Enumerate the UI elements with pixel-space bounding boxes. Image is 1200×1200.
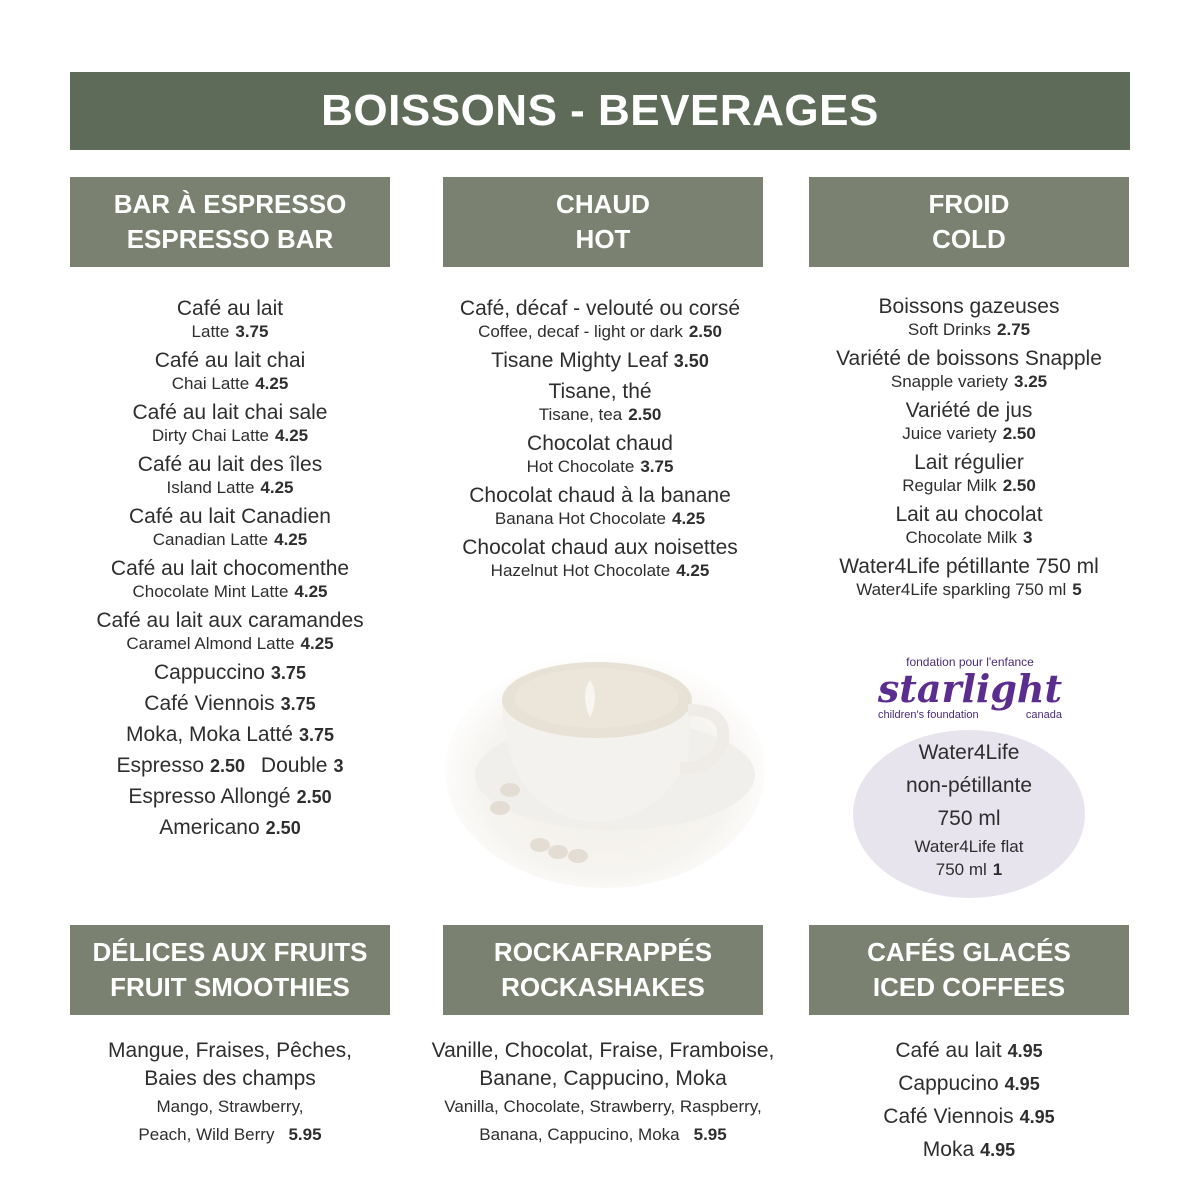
item-name-en <box>50 321 410 343</box>
item-name: Café Viennois <box>144 692 275 715</box>
menu-item <box>789 450 1149 497</box>
menu-item <box>789 1103 1149 1131</box>
item-name-fr: Chocolat chaud à la banane <box>469 484 731 507</box>
item-price: 3.25 <box>1014 372 1048 391</box>
item-name-en <box>420 560 780 582</box>
menu-item <box>50 452 410 499</box>
item-price: 3.75 <box>640 457 674 476</box>
menu-item <box>50 608 410 655</box>
item-name-fr: Water4Life pétillante 750 ml <box>839 555 1099 578</box>
logo-subtitle: children's foundation canada <box>878 709 1062 721</box>
item-price: 4.25 <box>676 561 710 580</box>
item-price: 4.25 <box>274 530 308 549</box>
menu-item <box>50 400 410 447</box>
logo-tagline: fondation pour l'enfance <box>906 655 1034 669</box>
item-price: 3.50 <box>673 351 709 371</box>
starlight-logo <box>860 655 1080 721</box>
item-name: Moka, Moka Latté <box>126 723 293 746</box>
section-header-cold <box>809 177 1129 267</box>
section-title-en: ESPRESSO BAR <box>126 224 334 254</box>
menu-item <box>50 296 410 343</box>
item-name-en <box>50 529 410 551</box>
item-name-fr-text: Tisane Mighty Leaf <box>491 349 668 372</box>
section-header-espresso <box>70 177 390 267</box>
item-name-en <box>50 373 410 395</box>
item-name-fr: Variété de jus <box>905 399 1033 422</box>
item-name-fr: Tisane, thé <box>548 380 652 403</box>
section-header-iced <box>809 925 1129 1015</box>
item-price: 5 <box>1072 580 1082 599</box>
item-price: 4.25 <box>255 374 289 393</box>
item-name-fr: Chocolat chaud aux noisettes <box>462 536 738 559</box>
item-price: 3.75 <box>298 725 334 745</box>
item-name-fr: Boissons gazeuses <box>878 295 1060 318</box>
item-price: 4.25 <box>260 478 294 497</box>
section-title-fr: BAR À ESPRESSO <box>113 189 347 219</box>
section-title-fr: DÉLICES AUX FRUITS <box>92 937 368 967</box>
item-name-fr: Lait régulier <box>914 451 1024 474</box>
menu-item <box>789 554 1149 601</box>
item-name: Moka <box>922 1138 975 1161</box>
section-title-fr: FROID <box>928 189 1010 219</box>
item-name-en-text: Juice variety <box>902 424 997 443</box>
section-title-en: COLD <box>932 224 1006 254</box>
item-name-fr: Café au lait aux caramandes <box>96 609 364 632</box>
section-title-en: ICED COFFEES <box>872 972 1066 1002</box>
item-name-en <box>789 319 1149 341</box>
item-name-en-text: Chai Latte <box>171 374 250 393</box>
item-name-en <box>789 371 1149 393</box>
section-title-en: FRUIT SMOOTHIES <box>110 972 350 1002</box>
item-name-fr: Café, décaf - velouté ou corsé <box>459 297 741 320</box>
item-price: 2.50 <box>265 818 301 838</box>
item-name-en-text: Chocolate Milk <box>905 528 1018 547</box>
item-name-en <box>420 404 780 426</box>
item-name-en-text: Tisane, tea <box>538 405 623 424</box>
menu-item <box>789 294 1149 341</box>
item-price: 4.25 <box>294 582 328 601</box>
item-name-en-text: Regular Milk <box>902 476 997 495</box>
section-header-rocka <box>443 925 763 1015</box>
item-name-en-text: Coffee, decaf - light or dark <box>478 322 683 341</box>
item-price: 4.25 <box>300 634 334 653</box>
item-price: 4.25 <box>671 509 706 528</box>
menu-item <box>420 431 780 478</box>
menu-item <box>50 815 410 841</box>
menu-item <box>420 296 780 343</box>
item-price: 3 <box>1023 528 1033 547</box>
coffee-cup-image <box>440 640 770 890</box>
item-price: 4.95 <box>980 1140 1016 1160</box>
item-name-fr: Café au lait <box>176 297 284 320</box>
item-name-en <box>789 579 1149 601</box>
menu-item <box>50 784 410 810</box>
menu-item <box>420 379 780 426</box>
item-name-en-text: Water4Life sparkling 750 ml <box>856 580 1067 599</box>
item-name: Café au lait <box>895 1039 1002 1062</box>
item-name: Cappucino <box>898 1072 999 1095</box>
item-name: Americano <box>159 816 260 839</box>
item-price: 4.95 <box>1004 1074 1040 1094</box>
item-price: 4.95 <box>1019 1107 1055 1127</box>
item-name-fr: Chocolat chaud <box>527 432 673 455</box>
item-name-en-text: Dirty Chai Latte <box>151 426 270 445</box>
item-name-en <box>789 527 1149 549</box>
rocka-list: Vanille, Chocolat, Fraise, Framboise, Banane, Cappucino, Moka Vanilla, Chocolate, Strawberry, Raspberry, Banana, Cappucino, Moka 5.95 <box>431 1039 775 1144</box>
menu-item <box>50 348 410 395</box>
item-name-en <box>420 508 780 530</box>
item-price: 2.50 <box>296 787 332 807</box>
item-name-fr: Variété de boissons Snapple <box>836 347 1102 370</box>
item-name-en <box>420 456 780 478</box>
item-price: 3.75 <box>280 694 316 714</box>
item-name-fr: Café au lait chai sale <box>132 401 328 424</box>
item-name: Espresso Allongé <box>128 785 291 808</box>
hot-list <box>420 296 780 587</box>
menu-item <box>50 660 410 686</box>
item-name-en <box>50 633 410 655</box>
menu-item <box>789 1037 1149 1065</box>
item-name-fr: Café au lait chocomenthe <box>110 557 350 580</box>
item-price: 4.25 <box>275 426 309 445</box>
smoothies-list: Mangue, Fraises, Pêches, Baies des champs Mango, Strawberry, Peach, Wild Berry 5.95 <box>108 1039 352 1144</box>
item-name-en <box>50 425 410 447</box>
item-price: 3.75 <box>235 322 269 341</box>
section-title-fr: CAFÉS GLACÉS <box>867 937 1071 967</box>
item-name-fr: Café au lait des îles <box>137 453 323 476</box>
item-price: 2.50 <box>1002 476 1036 495</box>
item-name-en-text: Island Latte <box>166 478 255 497</box>
item-name-en-text: Hot Chocolate <box>526 457 635 476</box>
menu-item <box>789 1070 1149 1098</box>
section-title-en: HOT <box>575 224 631 254</box>
item-name-fr: Café au lait Canadien <box>129 505 331 528</box>
item-name-fr: Lait au chocolat <box>895 503 1043 526</box>
page-title: BOISSONS - BEVERAGES <box>70 72 1130 150</box>
cold-list <box>789 294 1149 606</box>
item-name: Cappuccino <box>154 661 265 684</box>
item-name-fr <box>420 348 780 374</box>
item-price: 2.75 <box>997 320 1031 339</box>
item-price: 3.75 <box>270 663 306 683</box>
menu-item <box>789 502 1149 549</box>
item-name-en-text: Latte <box>191 322 230 341</box>
item-name-en <box>50 581 410 603</box>
menu-item <box>789 398 1149 445</box>
item-name-en-text: Soft Drinks <box>907 320 992 339</box>
item-name-en <box>789 475 1149 497</box>
section-title-fr: ROCKAFRAPPÉS <box>493 937 713 967</box>
menu-item <box>50 691 410 717</box>
espresso-list <box>50 296 410 846</box>
water4life-bubble: Water4Life non-pétillante 750 ml Water4Life flat 750 ml 1 <box>853 730 1085 898</box>
logo-name: starlight <box>877 666 1063 711</box>
menu-item <box>420 483 780 530</box>
item-name-en-text: Chocolate Mint Latte <box>132 582 289 601</box>
item-name-en-text: Banana Hot Chocolate <box>494 509 666 528</box>
item-name-en <box>789 423 1149 445</box>
section-title-en: ROCKASHAKES <box>501 972 705 1002</box>
menu-item <box>50 722 410 748</box>
item-name-en <box>420 321 780 343</box>
menu-item-espresso: Espresso 2.50 Double 3 <box>116 754 344 777</box>
item-name-en-text: Caramel Almond Latte <box>126 634 295 653</box>
section-title-fr: CHAUD <box>556 189 650 219</box>
item-name-en <box>50 477 410 499</box>
menu-item <box>50 504 410 551</box>
menu-item <box>789 346 1149 393</box>
item-name: Café Viennois <box>883 1105 1014 1128</box>
item-price: 2.50 <box>1002 424 1036 443</box>
item-price: 2.50 <box>688 322 722 341</box>
section-header-smoothies <box>70 925 390 1015</box>
menu-item <box>420 535 780 582</box>
menu-item <box>420 348 780 374</box>
item-price: 4.95 <box>1007 1041 1043 1061</box>
iced-list <box>789 1037 1149 1169</box>
item-name-en-text: Hazelnut Hot Chocolate <box>490 561 671 580</box>
item-name-en-text: Canadian Latte <box>152 530 269 549</box>
menu-item <box>50 556 410 603</box>
item-name-en-text: Snapple variety <box>890 372 1009 391</box>
section-header-hot <box>443 177 763 267</box>
item-name-fr: Café au lait chai <box>154 349 306 372</box>
item-price: 2.50 <box>628 405 662 424</box>
menu-item <box>789 1136 1149 1164</box>
